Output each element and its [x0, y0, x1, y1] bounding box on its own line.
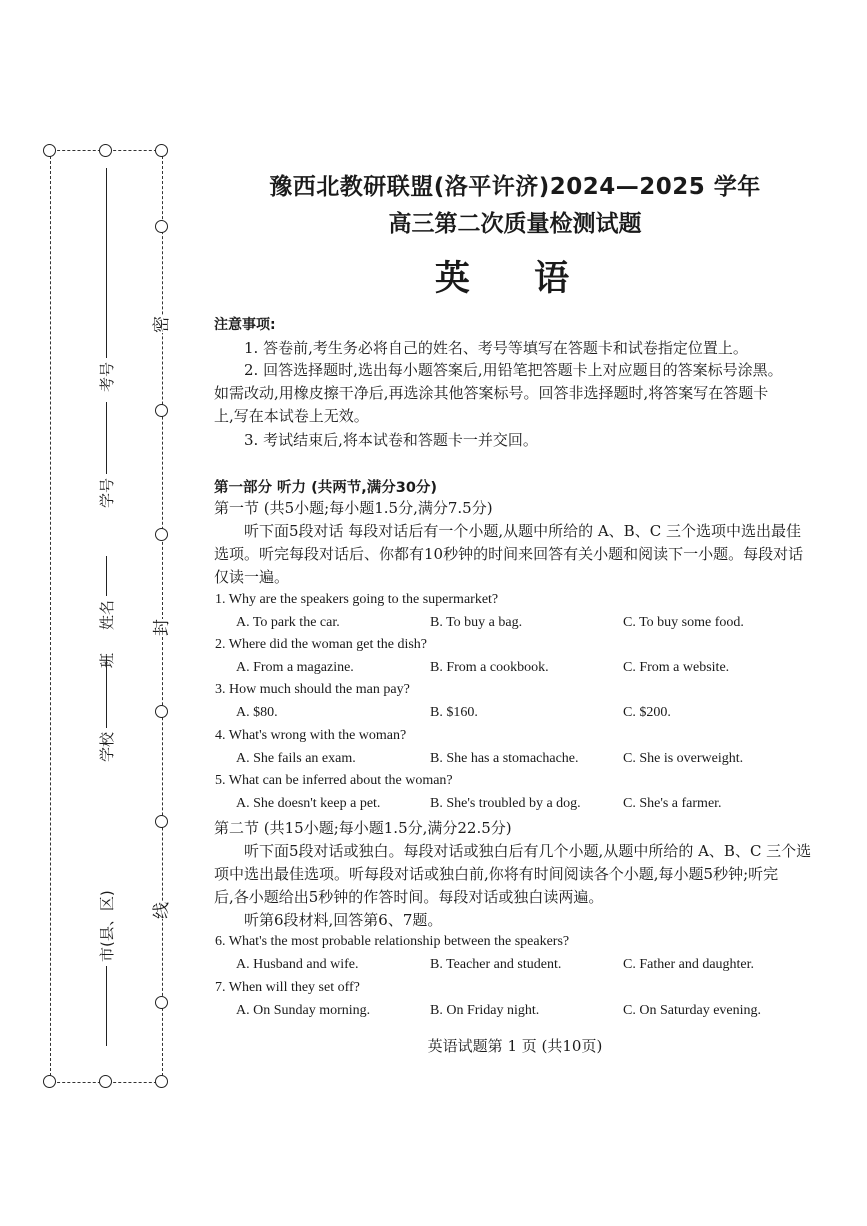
exam-title-line2: 高三第二次质量检测试题 [388, 211, 642, 237]
student-no-field [96, 398, 117, 508]
option-7c: C. On Saturday evening. [623, 1003, 762, 1018]
student-no-line[interactable] [106, 402, 107, 474]
option-3a: A. $80. [236, 705, 278, 720]
question-7: 7. When will they set off? [215, 980, 360, 995]
option-2c: C. From a website. [623, 660, 730, 675]
binding-left-dash [50, 156, 51, 1076]
exam-no-line[interactable] [106, 168, 107, 358]
option-4a: A. She fails an exam. [236, 751, 356, 766]
option-1a: A. To park the car. [236, 615, 340, 630]
section1-instructions: 听下面5段对话 每段对话后有一个小题,从题中所给的 A、B、C 三个选项中选出最佳 [244, 522, 801, 540]
question-5: 5. What can be inferred about the woman? [215, 773, 453, 788]
binding-hole [155, 220, 168, 233]
option-6a: A. Husband and wife. [236, 957, 359, 972]
seal-char-feng: 封 [147, 619, 172, 636]
question-2: 2. Where did the woman get the dish? [215, 637, 428, 652]
notes-item-2-cont: 上,写在本试卷上无效。 [214, 407, 369, 425]
school-field [96, 652, 117, 762]
binding-hole [155, 705, 168, 718]
notes-item-3: 3. 考试结束后,将本试卷和答题卡一并交回。 [244, 431, 538, 449]
subject-title: 英 语 [434, 258, 596, 299]
notes-item-1: 1. 答卷前,考生务必将自己的姓名、考号等填写在答题卡和试卷指定位置上。 [244, 339, 748, 357]
question-3: 3. How much should the man pay? [215, 682, 410, 697]
seal-char-mi: 密 [147, 316, 172, 333]
option-3c: C. $200. [623, 705, 671, 720]
school-line[interactable] [106, 656, 107, 728]
section1-heading: 第一节 (共5小题;每小题1.5分,满分7.5分) [214, 499, 493, 517]
binding-hole [155, 404, 168, 417]
binding-hole [43, 1075, 56, 1088]
option-5c: C. She's a farmer. [623, 796, 722, 811]
question-6: 6. What's the most probable relationship between the speakers? [215, 934, 570, 949]
section1-instructions-cont: 仅读一遍。 [214, 568, 290, 586]
notes-item-2: 2. 回答选择题时,选出每小题答案后,用铅笔把答题卡上对应题目的答案标号涂黑。 [244, 361, 783, 379]
city-field [96, 890, 117, 1050]
notes-heading: 注意事项: [214, 317, 276, 333]
binding-hole [155, 996, 168, 1009]
binding-hole [155, 528, 168, 541]
option-1b: B. To buy a bag. [430, 615, 523, 630]
option-3b: B. $160. [430, 705, 478, 720]
option-2b: B. From a cookbook. [430, 660, 549, 675]
exam-title-line1: 豫西北教研联盟(洛平许济)2024—2025 学年 [269, 174, 761, 200]
binding-hole [155, 815, 168, 828]
binding-hole [155, 144, 168, 157]
binding-right-dash [162, 156, 163, 1076]
binding-hole [43, 144, 56, 157]
option-5a: A. She doesn't keep a pet. [236, 796, 381, 811]
question-1: 1. Why are the speakers going to the supermarket? [215, 592, 499, 607]
exam-no-label: 考号 [98, 361, 116, 392]
name-line[interactable] [106, 556, 107, 596]
option-7a: A. On Sunday morning. [236, 1003, 371, 1018]
page-footer: 英语试题第 1 页 (共10页) [427, 1037, 603, 1055]
notes-item-2-cont: 如需改动,用橡皮擦干净后,再选涂其他答案标号。回答非选择题时,将答案写在答题卡 [214, 384, 769, 402]
city-label: 市(县、区) [98, 890, 116, 962]
option-7b: B. On Friday night. [430, 1003, 540, 1018]
option-6b: B. Teacher and student. [430, 957, 562, 972]
section2-instructions-cont: 项中选出最佳选项。听每段对话或独白前,你将有时间阅读各个小题,每小题5秒钟;听完 [214, 865, 779, 883]
option-2a: A. From a magazine. [236, 660, 354, 675]
option-4c: C. She is overweight. [623, 751, 744, 766]
city-line[interactable] [106, 966, 107, 1046]
option-5b: B. She's troubled by a dog. [430, 796, 581, 811]
binding-hole [99, 1075, 112, 1088]
section2-instructions: 听下面5段对话或独白。每段对话或独白后有几个小题,从题中所给的 A、B、C 三个选 [244, 842, 812, 860]
binding-hole [155, 1075, 168, 1088]
class-label: 班 [98, 652, 116, 668]
section2-instructions-cont: 后,各小题给出5秒钟的作答时间。每段对话或独白读两遍。 [214, 888, 604, 906]
section2-heading: 第二节 (共15小题;每小题1.5分,满分22.5分) [214, 819, 512, 837]
name-field [96, 552, 117, 630]
student-no-label: 学号 [98, 477, 116, 508]
part1-heading: 第一部分 听力 (共两节,满分30分) [214, 480, 438, 496]
exam-no-field [96, 164, 117, 392]
section1-instructions-cont: 选项。听完每段对话后、你都有10秒钟的时间来回答有关小题和阅读下一小题。每段对话 [214, 545, 804, 563]
school-label: 学校 [98, 731, 116, 762]
material-6-instruction: 听第6段材料,回答第6、7题。 [244, 911, 443, 929]
option-6c: C. Father and daughter. [623, 957, 755, 972]
binding-hole [99, 144, 112, 157]
question-4: 4. What's wrong with the woman? [215, 728, 407, 743]
name-label: 姓名 [98, 599, 116, 630]
option-1c: C. To buy some food. [623, 615, 744, 630]
seal-char-xian: 线 [147, 902, 172, 919]
option-4b: B. She has a stomachache. [430, 751, 579, 766]
